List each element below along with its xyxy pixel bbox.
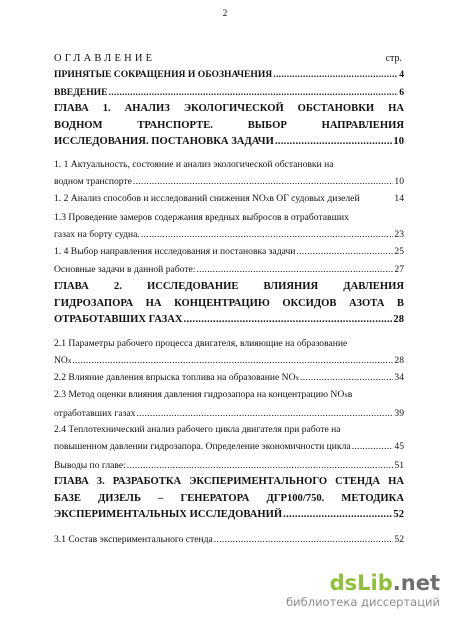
toc-entry-1-1[interactable] [54,158,404,188]
toc-entry-text: БАЗЕ ДИЗЕЛЬ – ГЕНЕРАТОРА ДГР100/750. МЕТОДИКА [54,492,404,504]
toc-entry-text: в [347,389,353,400]
watermark [286,572,440,609]
toc-entry-3-1[interactable] [54,533,404,546]
toc-entry-text: ВВЕДЕНИЕ [54,87,108,98]
toc-entry-2-4[interactable] [54,423,404,453]
toc-entry-1-4[interactable] [54,245,404,258]
toc-entry-text: ПРИНЯТЫЕ СОКРАЩЕНИЯ И ОБОЗНАЧЕНИЯ [54,69,273,80]
toc-entry-page: 39 [394,408,404,419]
toc-entry-text: ВОДНОМ ТРАНСПОРТЕ. ВЫБОР НАПРАВЛЕНИЯ [54,119,404,131]
toc-entry-text: NO [54,355,68,366]
leader-dots [136,407,393,420]
toc-entry-main-tasks[interactable] [54,263,404,276]
toc-entry-2-1[interactable] [54,337,404,368]
toc-entry-text: 2.1 Параметры рабочего процесса двигателя, влияющие на образование [54,338,348,349]
toc-entry-page: 14 [394,193,404,204]
toc-entry-page: 28 [394,355,404,366]
toc-entry-abbreviations[interactable] [54,68,404,81]
leader-dots [72,354,393,367]
toc-entry-text: Основные задачи в данной работе: [54,264,196,275]
toc-entry-page: 6 [399,87,404,98]
toc-entry-text: 1. 1 Актуальность, состояние и анализ экологической обстановки на [54,159,334,170]
toc-entry-page: 34 [394,372,404,383]
toc-entry-chapter-3[interactable] [54,474,404,524]
leader-dots [184,312,393,329]
toc-entry-text: 1. 2 Анализ способов и исследований снижения NO [54,193,266,204]
toc-entry-text: 2.2 Влияние давления впрыска топлива на образование NO [54,372,296,383]
toc-entry-page: 4 [399,69,404,80]
dslib-logo [286,572,440,594]
subscript: x [67,357,72,365]
toc-entry-text: Выводы по главе: [54,460,126,471]
toc-entry-2-3[interactable] [54,388,404,420]
toc-entry-2-2[interactable] [54,371,404,385]
toc-entry-text: 1.3 Проведение замеров содержания вредных выбросов в отработавших [54,212,349,223]
leader-dots [273,68,398,81]
toc-entry-chapter-1[interactable] [54,101,404,151]
toc-entry-introduction[interactable] [54,86,404,99]
leader-dots [133,175,394,188]
leader-dots [141,228,394,241]
page-column-label: стр. [385,53,402,64]
subscript: x [295,374,300,382]
leader-dots [127,459,394,472]
subscript: x [265,195,270,203]
toc-header [54,53,402,67]
leader-dots [214,533,394,546]
leader-dots [275,134,393,151]
watermark-caption: библиотека диссертаций [286,595,440,609]
leader-dots [352,440,394,453]
leader-dots [283,507,392,524]
toc-entry-page: 10 [394,176,404,187]
toc-entry-text: ОТРАБОТАВШИХ ГАЗАХ [54,314,183,325]
toc-entry-text: ГИДРОЗАПОРА НА КОНЦЕНТРАЦИЮ ОКСИДОВ АЗОТА В [54,297,404,309]
toc-entry-text: водном транспорте [54,176,132,187]
toc-entry-page: 25 [394,246,404,257]
toc-entry-page: 45 [394,441,404,452]
page-number: 2 [222,8,228,18]
toc-entry-text: 3.1 Состав экспериментального стенда [54,534,213,545]
leader-dots [300,371,393,384]
toc-entry-text: ГЛАВА 1. АНАЛИЗ ЭКОЛОГИЧЕСКОЙ ОБСТАНОВКИ НА [54,103,404,114]
toc-entry-text: 1. 4 Выбор направления исследования и постановка задачи [54,246,296,257]
toc-entry-text: ГЛАВА 3. РАЗРАБОТКА ЭКСПЕРИМЕНТАЛЬНОГО СТЕНДА НА [54,476,404,487]
toc-entry-page: 27 [394,264,404,275]
toc-title: ОГЛАВЛЕНИЕ [54,53,156,64]
toc-entry-text: ЭКСПЕРИМЕНТАЛЬНЫХ ИССЛЕДОВАНИЙ [54,509,283,520]
logo-tld: .net [392,571,440,595]
leader-dots [109,86,399,99]
toc-entry-text: отработавших газах [54,408,136,419]
toc-entry-1-3[interactable] [54,211,404,241]
toc-entry-page: 28 [393,314,404,325]
logo-text: dsLib [329,571,393,595]
toc-entry-text: в ОГ судовых дизелей [269,193,360,204]
toc-entry-chapter-2[interactable] [54,279,404,329]
toc-entry-page: 23 [394,229,404,240]
toc-entry-text: повышенном давлении гидрозапора. Определение экономичности цикла [54,441,351,452]
toc-entry-text: 2.4 Теплотехнический анализ рабочего цикла двигателя при работе на [54,424,341,435]
toc-entry-text: 2.3 Метод оценки влияния давления гидрозапора на концентрацию NO [54,389,345,400]
toc-entry-page: 52 [394,534,404,545]
leader-dots [296,245,393,258]
toc-entry-1-2[interactable] [54,192,404,206]
subscript: x [344,391,348,399]
toc-entry-text: газах на борту судна. [54,229,140,240]
toc-entry-chapter-2-conclusions[interactable] [54,459,404,472]
toc-entry-text: ИССЛЕДОВАНИЯ. ПОСТАНОВКА ЗАДАЧИ [54,136,274,147]
toc-entry-text: ГЛАВА 2. ИССЛЕДОВАНИЕ ВЛИЯНИЯ ДАВЛЕНИЯ [54,281,404,292]
leader-dots [196,263,393,276]
toc-entry-page: 10 [393,136,404,147]
toc-entry-page: 52 [393,509,404,520]
toc-entry-page: 51 [394,460,404,471]
